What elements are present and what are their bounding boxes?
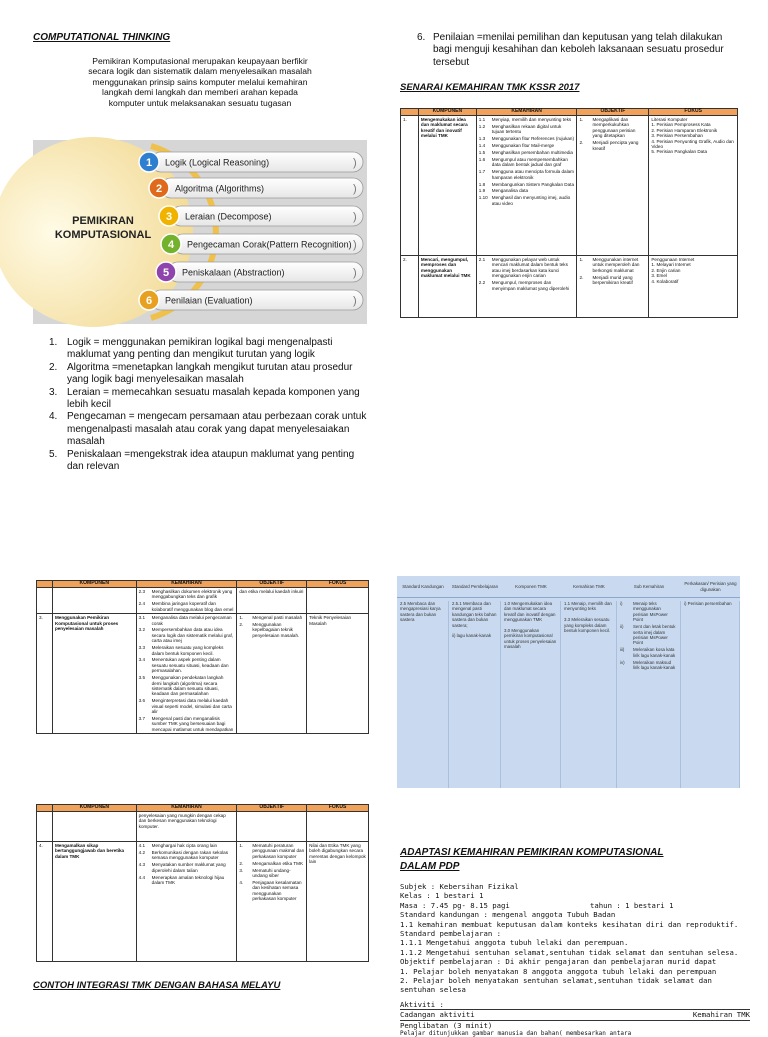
sub-item: 2.4 Membina jaringan koperatif dan kolaboratif menggunakan blog dan emel [138, 601, 234, 612]
adaptasi-heading [400, 846, 664, 874]
intro-paragraph: Pemikiran Komputasional merupakan keupayaan berfikir secara logik dan sistematik dalam menyelesaikan masalah menggunakan prinsip sains komputer melalui kemahiran langkah demi langkah dan memberi arahan kepada komputer untuk melaksanakan sesuatu tugasan [88, 56, 312, 108]
sub-item: 2. Mengamalkan etika TMK [239, 860, 304, 866]
senarai-kemahiran-heading: SENARAI KEMAHIRAN TMK KSSR 2017 [400, 82, 580, 93]
integration-table-header [397, 576, 740, 598]
table-header-cell: OBJEKTIF [577, 109, 649, 116]
list-item-6 [417, 32, 737, 69]
graphic-number-3: 3 [165, 211, 173, 223]
table-header-cell: KEMAHIRAN [136, 581, 237, 588]
computational-thinking-graphic [33, 140, 367, 324]
skills-list [49, 337, 369, 473]
sub-item: 1. Menggunakan internet untuk memperoleh dan berkongsi maklumat [579, 257, 640, 273]
integration-cell: 2.5 Membaca dan mengapresiasi karya sastera dan bukan sastera [397, 601, 449, 788]
lesson-sp1: 1.1.1 Mengetahui anggota tubuh lelaki dan perempuan. [400, 938, 629, 948]
lesson-obj1: 1. Pelajar boleh menyatakan 8 anggota anggota tubuh lelaki dan perempuan [400, 966, 717, 976]
lesson-standard-pembelajaran: Standard pembelajaran : [400, 929, 502, 939]
kemahiran-tmk-label: Kemahiran TMK [692, 1010, 750, 1020]
aktiviti-table-header [400, 1009, 750, 1020]
integration-cell: 1.0 Mengemukakan idea dan maklumat secara kreatif dan inovatif dengan menggunakan TMK 3.0 Menggunakan pemikiran komputasional untuk proses penyelesaian masalah [501, 601, 561, 788]
integration-header-cell: Perkakasan/ Perisian yang digunakan [684, 581, 737, 592]
list-item [49, 411, 369, 448]
sub-item: i) Menaip teks menggunakan perisian MsPower Point [620, 601, 668, 623]
graphic-label-3: Leraian (Decompose) [185, 211, 272, 222]
sub-item: 2.3 Menghasilkan dokumen elektronik yang menggabungkan teks dan grafik [138, 589, 233, 600]
integration-header-cell: Komponen TMK [515, 583, 547, 589]
adaptasi-heading-line2: DALAM PDP [400, 861, 460, 872]
lesson-kelas: Kelas : 1 bestari 1 [400, 891, 484, 901]
graphic-center-line2: KOMPUTASIONAL [54, 229, 152, 241]
sub-item: 4.1 Menghargai hak cipta orang lain [138, 843, 218, 848]
sub-item: 4.4 Menerapkan amalan teknologi hijau dalam TMK [138, 874, 225, 885]
table-header-cell: FOKUS [649, 109, 738, 116]
sub-item: ii) Sent dan letak bentuk serta imej dalam perisian MsPower Point [620, 624, 676, 646]
sub-item: 3. Mematuhi undang-undang siber [239, 867, 291, 879]
sub-item: 1.8 Membangunkan Sistem Pangkalan Data [478, 181, 575, 187]
integration-header-cell: Standard Kandungan [402, 583, 444, 589]
integration-cell [617, 601, 681, 788]
sub-item: 1. Mengaplikasi dan memperkukuhkan penggunaan perisian yang ditetapkan [579, 117, 636, 139]
chevron-right-icon: ) [353, 211, 357, 223]
graphic-center-line1: PEMIKIRAN [72, 215, 134, 227]
graphic-label-1: Logik (Logical Reasoning) [165, 157, 270, 168]
chevron-right-icon: ) [353, 267, 357, 279]
lesson-masa: Masa : 7.45 pg- 8.15 pagi [400, 900, 510, 910]
table-row: 2. Mencari, mengumpul, memproses dan menggunakan maklumat melalui TMK 2.1 Menggunakan pelayar web untuk mencari maklumat dalam bentuk teks atau imej berdasarkan kata kunci menggunakan enjin carian 2.2 Mengumpul, memproses dan menyimpan maklumat yang diperolehi 1. Menggunakan internet untuk memperoleh dan berkongsi maklumat 2. Menjadi murid yang berpemikiran kreatif Penggunaan Internet 1. Melayari Internet 2. Enjin carian 3. Emel 4. Kolaboratif [401, 256, 738, 318]
integration-cell: 1.1 Menaip, memilih dan menyunting teks 3.3 Meleraikan sesuatu yang kompleks dalam bentuk komponen kecil. [561, 601, 617, 788]
sub-item: 1.3 Menggunakan fitur References (rujukan) [478, 136, 575, 142]
chevron-right-icon: ) [353, 239, 357, 251]
table-header-row [37, 581, 369, 588]
list-item-number: 1. [49, 337, 58, 348]
integration-table-row [397, 598, 740, 788]
table-row: 4. Mengamalkan sikap bertanggungjawab dan beretika dalam TMK 4.1 Menghargai hak cipta orang lain 4.2 Berkomunikasi dengan rakan sekolas semasa menggunakan komputer 4.3 Menyatakan sumber maklumat yang diperolehi dalam talian 4.4 Menerapkan amalan teknologi hijau dalam TMK 1. Mematuhi peraturan penggunaan makmal dan perkakasan komputer 2. Mengamalkan etika TMK 3. Mematuhi undang-undang siber 4. Penjagaan kesalamatan dan kesihatan semasa menggunakan perkakasan komputer Nilai dan Etika TMK yang boleh digabungkan secara merentas dengan kelompok lain [37, 842, 369, 962]
integration-cell: i) Perisian persembahan [681, 601, 740, 788]
list-item-6-text: Penilaian =menilai pemilihan dan keputusan yang telah dilakukan bagi menguji kesahihan dan keboleh laksanaan sesuatu prosedur tersebut [433, 32, 724, 68]
graphic-number-1: 1 [145, 157, 153, 169]
adaptasi-heading-line1: ADAPTASI KEMAHIRAN PEMIKIRAN KOMPUTASIONAL [400, 847, 664, 858]
integration-header-cell: Standard Pembelajaran [451, 583, 499, 589]
lesson-objektif: Objektif pembelajaran : Di akhir pengajaran dan pembelajaran murid dapat [400, 957, 717, 967]
list-item-number: 5. [49, 448, 58, 460]
table-row: 3. Menggunakan Pemikiran Komputasional untuk proses penyelesaian masalah 3.1 Menganalisa data melalui pengecaman corak 3.2 Mempersembahkan data atau idea secara logik dan sistematik melalui graf, carta atau imej 3.3 Meleraikan sesuatu yang kompleks dalam bentuk komponen kecil. 3.4 Menentukan aspek penting dalam sesuatu sesuatu situasi, keadaan dan permasalahan. 3.5 Menggunakan pendekatan langkah demi langkah (algoritma) secara sistematik dalam sesuatu situasi, keadaan dan permasalahan 3.6 Menginterpretasi data melalui kaedah visual seperti model, simulasi dan carta alir 3.7 Mengenal pasti dan menganalisis sumber TMK yang bersesuaian bagi mencapai matlamat untuk mendapatkan 1. Mengenal pasti masalah 2. Menggunakan kepelbagaian teknik penyelesaian masalah. Teknik Penyelesaian Masalah [37, 614, 369, 734]
lesson-sp2: 1.1.2 Mengetahui sentuhan selamat,sentuhan tidak selamat dan sentuhan selesa. [400, 947, 739, 957]
lesson-masa-row [400, 901, 750, 910]
sub-item: 3.1 Menganalisa data melalui pengecaman corak [138, 615, 232, 626]
list-item-text: Pengecaman = mengecam persamaan atau perbezaan corak untuk mengenalpasti masalah atau corak yang dapat menyelesaiakan masalah [67, 411, 367, 448]
table-header-cell: OBJEKTIF [237, 581, 307, 588]
lesson-sk-detail: 1.1 kemahiran membuat keputusan dalam konteks kesihatan diri dan reproduktif. [400, 919, 739, 929]
graphic-label-4: Pengecaman Corak(Pattern Recognition) [187, 239, 352, 250]
sub-item: 1.4 Menggunakan fitur Mail-merge [478, 143, 555, 149]
integration-header-cell: Kemahiran TMK [573, 583, 605, 589]
table [36, 580, 369, 734]
table-header-cell: KOMPONEN [52, 581, 136, 588]
list-item-text: Peniskalaan =mengekstrak idea ataupun maklumat yang penting dan relevan [67, 448, 355, 473]
tmk-skills-table-3 [36, 804, 369, 962]
computational-thinking-heading: COMPUTATIONAL THINKING [33, 32, 171, 43]
list-item [49, 449, 369, 474]
sub-item: 2.2 Mengumpul, memproses dan menyimpan maklumat yang diperolehi [478, 280, 570, 291]
table-header-cell: KEMAHIRAN [476, 109, 577, 116]
cadangan-aktiviti-label: Cadangan aktiviti [400, 1010, 475, 1020]
list-item-number: 3. [49, 386, 58, 398]
sub-item: 4. Penjagaan kesalamatan dan kesihatan semasa menggunakan perkakasan komputer [239, 879, 302, 902]
graphic-number-4: 4 [167, 239, 175, 251]
sub-item: 3.5 Menggunakan pendekatan langkah demi langkah (algoritma) secara sistematik dalam sesuatu situasi, keadaan dan permasalahan [138, 675, 224, 697]
sub-item: 2. Menggunakan kepelbagaian teknik penyelesaian masalah. [239, 622, 300, 638]
table-row: 1. Mengemukakan idea dan maklumat secara kreatif dan inovatif melalui TMK 1.1 Menyiap, memilih dan menyunting teks 1.2 Menghasilkan rekaan digital untuk tujuan tertentu 1.3 Menggunakan fitur References (rujukan) 1.4 Menggunakan fitur Mail-merge 1.5 Menghasilkan persembahan multimedia 1.6 Mengumpul atau mempersembahkan data dalam bentuk jadual dan graf 1.7 Mengguna atau mencipta formula dalam hamparan elektronik 1.8 Membangunkan Sistem Pangkalan Data 1.9 Menganalisa data 1.10 Menghasil dan menyunting imej, audio atau video 1. Mengaplikasi dan memperkukuhkan penggunaan perisian yang ditetapkan 2. Menjadi pencipta yang kreatif Literasi Komputer 1. Perisian Pemprosess Kata 2. Perisian Hamparan Elektronik 3. Perisian Persembahan 4. Perisian Penyunting Grafik, Audio dan Video 5. Perisian Pangkalan Data [401, 116, 738, 256]
table-header-cell: KOMPONEN [418, 109, 476, 116]
chevron-right-icon: ) [353, 157, 357, 169]
table-row: 2.3 Menghasilkan dokumen elektronik yang menggabungkan teks dan grafik 2.4 Membina jaringan koperatif dan kolaboratif menggunakan blog dan emel dan etika melalui kaedah inkuiri [37, 588, 369, 614]
sub-item: 1.2 Menghasilkan rekaan digital untuk tujuan tertentu [478, 123, 562, 135]
sub-item: 2. Menjadi murid yang berpemikiran kreatif [579, 274, 633, 286]
list-item-text: Leraian = memecahkan sesuatu masalah kepada komponen yang lebih kecil [67, 386, 360, 411]
sub-item: 1.9 Menganalisa data [478, 188, 529, 194]
table-header-row [401, 109, 738, 116]
sub-item: 1. Mengenal pasti masalah [239, 615, 303, 621]
sub-item: 1.7 Mengguna atau mencipta formula dalam hamparan elektronik [478, 169, 575, 180]
list-item [49, 362, 369, 387]
graphic-number-5: 5 [162, 267, 170, 279]
table-header-cell: OBJEKTIF [237, 805, 307, 812]
lesson-tahun: tahun : 1 bestari 1 [590, 900, 674, 910]
sub-item: 2.1 Menggunakan pelayar web untuk mencari maklumat dalam bentuk teks atau imej berdasarkan kata kunci menggunakan enjin carian [478, 257, 568, 279]
tmk-skills-table-2 [36, 580, 369, 734]
graphic-label-5: Peniskalaan (Abstraction) [182, 267, 285, 278]
integration-header-cell: Sub Kemahiran [633, 583, 665, 589]
table-header-cell: FOKUS [307, 805, 369, 812]
table [36, 804, 369, 962]
sub-item: 1. Mematuhi peraturan penggunaan makmal dan perkakasan komputer [239, 843, 305, 859]
sub-item: 1.5 Menghasilkan persembahan multimedia [478, 150, 573, 156]
graphic-number-6: 6 [145, 295, 153, 307]
lesson-standard-kandungan: Standard kandungan : mengenal anggota Tubuh Badan [400, 910, 616, 920]
list-item-6-number: 6. [417, 32, 426, 43]
table [400, 108, 738, 318]
table-header-cell: KEMAHIRAN [136, 805, 237, 812]
table-header-cell: KOMPONEN [52, 805, 136, 812]
sub-item: 2. Menjadi pencipta yang kreatif [579, 140, 639, 151]
graphic-label-6: Penilaian (Evaluation) [165, 295, 253, 306]
lesson-obj2b: sentuhan selesa [400, 985, 466, 995]
integration-table [397, 576, 740, 788]
sub-item: 3.3 Meleraikan sesuatu yang kompleks dalam bentuk komponen kecil. [138, 645, 224, 656]
chevron-right-icon: ) [353, 183, 357, 195]
sub-item: 3.4 Menentukan aspek penting dalam sesuatu sesuatu situasi, keadaan dan permasalahan. [138, 657, 229, 674]
list-item-number: 4. [49, 411, 58, 423]
lesson-cutoff-text: Pelajar ditunjukkan gambar manusia dan bahan( membesarkan antara [400, 1030, 632, 1037]
sub-item: 1.10 Menghasil dan menyunting imej, audio atau video [478, 195, 571, 206]
sub-item: 1.6 Mengumpul atau mempersembahkan data dalam bentuk jadual dan graf [478, 156, 568, 168]
list-item-number: 2. [49, 361, 58, 373]
lesson-obj2: 2. Pelajar boleh menyatakan sentuhan selamat,sentuhan tidak selamat dan [400, 976, 712, 986]
sub-item: 1.1 Menyiap, memilih dan menyunting teks [478, 117, 572, 122]
table-row: penyelesaian yang mungkin dengan cekap dan berkesan menggunakan teknologi komputer. [37, 812, 369, 842]
lesson-penglibatan: Penglibatan (3 minit) [400, 1020, 493, 1030]
tmk-skills-table-1 [400, 108, 738, 318]
sub-item: iv) Meleraikan maksud lirik lagu kanak-kanak [620, 659, 676, 670]
contoh-integrasi-heading: CONTOH INTEGRASI TMK DENGAN BAHASA MELAYU [33, 980, 281, 991]
sub-item: iii) Meleraikan kosa kata lirik lagu kanak-kanak [620, 647, 676, 658]
sub-item: 3.7 Mengenal pasti dan menganalisis sumber TMK yang bersesuaian bagi mencapai matlamat untuk mendapatkan [138, 716, 234, 732]
graphic-svg [33, 140, 367, 324]
graphic-label-2: Algoritma (Algorithms) [175, 183, 265, 194]
list-item [49, 387, 369, 412]
lesson-plan [400, 882, 750, 1035]
sub-item: 4.3 Menyatakan sumber maklumat yang diperolehi dalam talian [138, 862, 226, 873]
sub-item: 4.2 Berkomunikasi dengan rakan sekolas semasa menggunakan komputer [138, 849, 229, 861]
chevron-right-icon: ) [353, 295, 357, 307]
list-item-text: Logik = menggunakan pemikiran logikal bagi mengenalpasti maklumat yang penting dan mengikut turutan yang logik [67, 337, 333, 361]
lesson-subjek: Subjek : Kebersihan Fizikal [400, 882, 519, 891]
table-header-cell: FOKUS [307, 581, 369, 588]
graphic-number-2: 2 [155, 183, 163, 195]
sub-item: 3.6 Menginterpretasi data melalui kaedah visual seperti model, simulasi dan carta alir [138, 698, 232, 715]
list-item [49, 337, 369, 362]
list-item-text: Algoritma =menetapkan langkah mengikut turutan atau prosedur yang logik bagi menyelesaikan masalah [67, 361, 353, 386]
integration-cell: 2.5.1 Membaca dan mengenal pasti kandungan teks bahan sastera dan bukan sastera; ii) lagu kanak-kanak [449, 601, 501, 788]
sub-item: 3.2 Mempersembahkan data atau idea secara logik dan sistematik melalui graf, carta atau imej [138, 627, 234, 644]
lesson-aktiviti: Aktiviti : [400, 999, 444, 1009]
table-header-row [37, 805, 369, 812]
